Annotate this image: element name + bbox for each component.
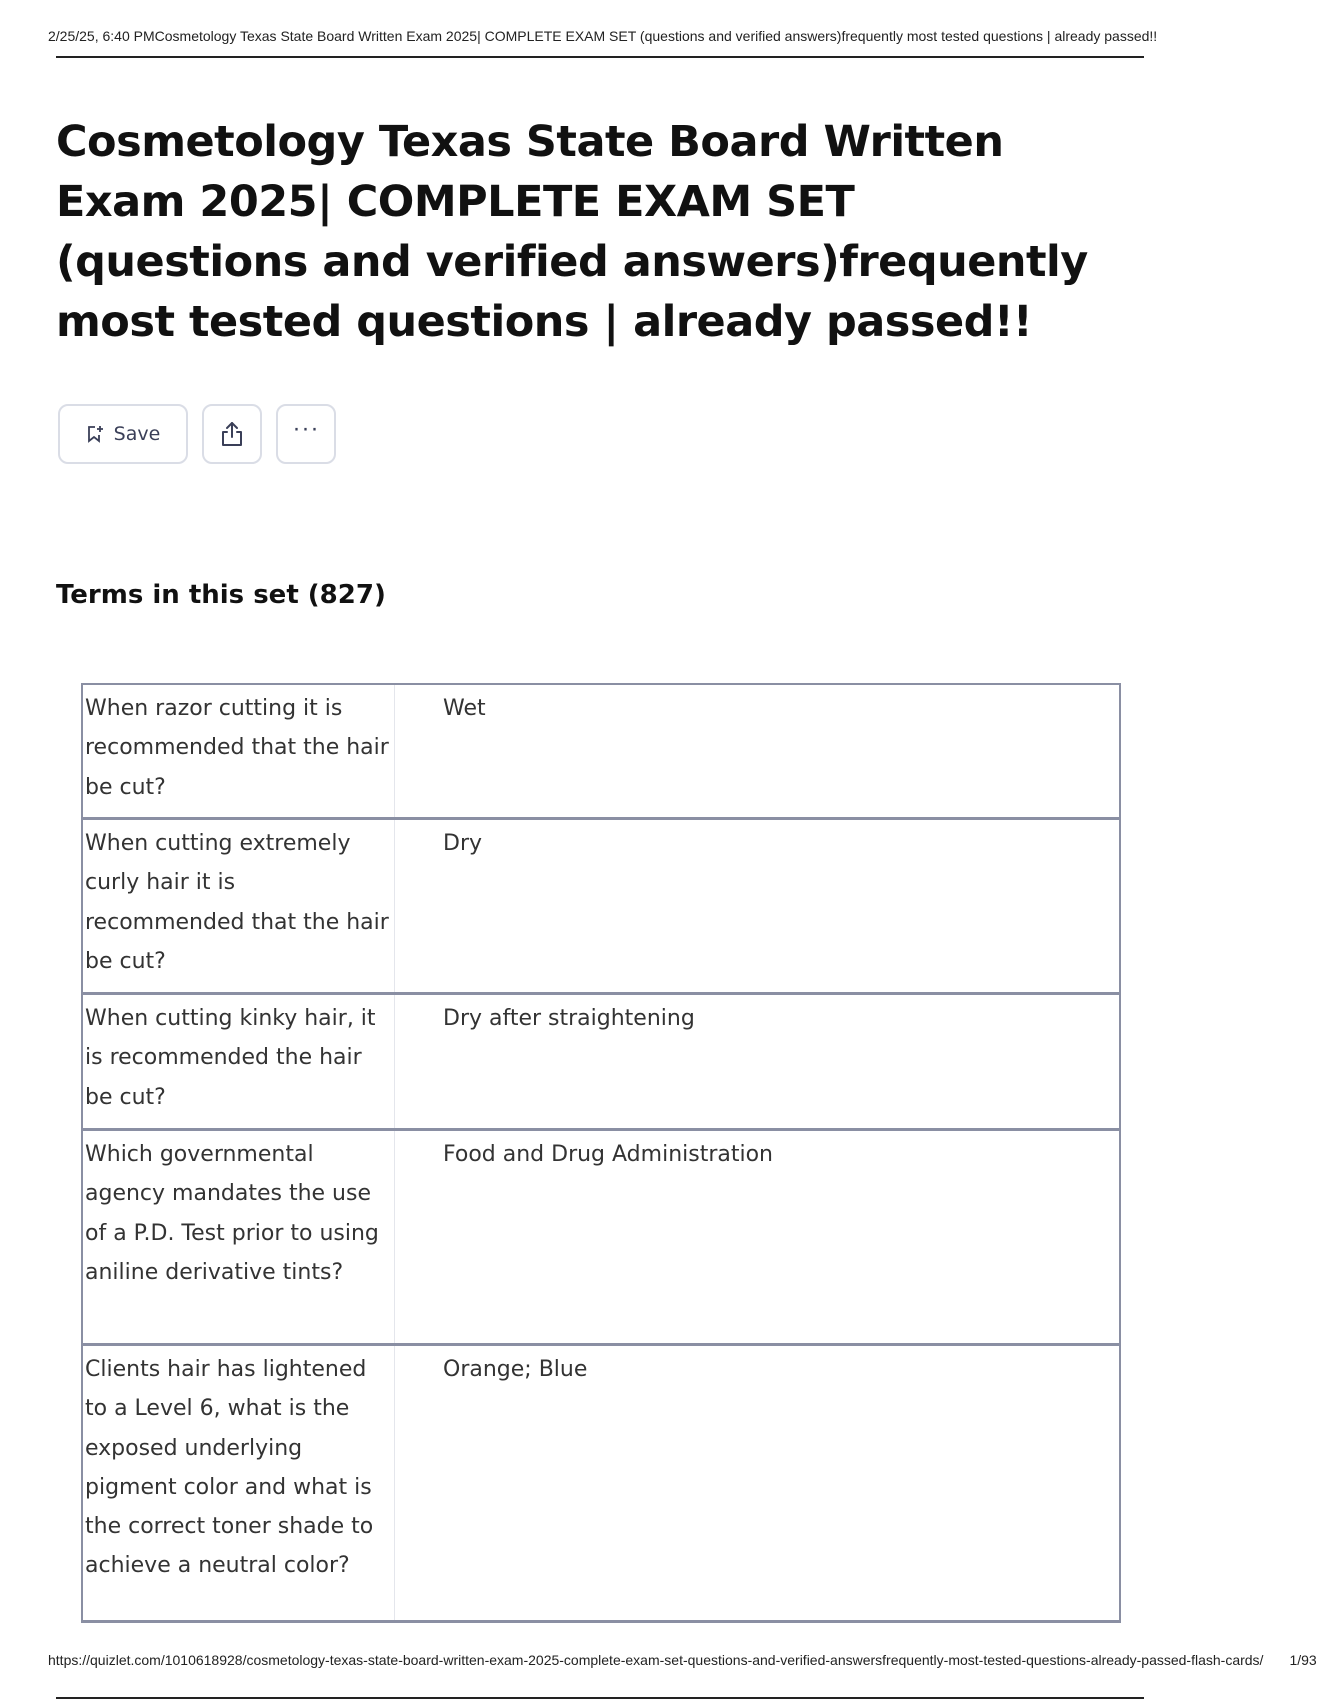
table-row xyxy=(83,995,1119,1131)
print-datetime: 2/25/25, 6:40 PM xyxy=(48,28,155,44)
terms-heading: Terms in this set (827) xyxy=(56,580,386,610)
definition-cell: Orange; Blue xyxy=(443,1357,588,1382)
table-row xyxy=(83,1346,1119,1623)
share-icon xyxy=(219,420,245,448)
bookmark-plus-icon xyxy=(86,425,104,443)
footer-divider xyxy=(56,1697,1144,1699)
term-cell: When cutting extremely curly hair it is recommended that the hair be cut? xyxy=(83,820,395,992)
footer-url[interactable]: https://quizlet.com/1010618928/cosmetology-texas-state-board-written-exam-2025-complete-exam-set-questions-and-verified-answersfrequently-most-tested-questions-already-passed-flash-cards/ xyxy=(48,1652,1264,1668)
save-button-label: Save xyxy=(113,423,161,445)
definition-cell: Dry after straightening xyxy=(443,1006,695,1031)
print-footer xyxy=(48,1652,1317,1668)
table-row xyxy=(83,1131,1119,1346)
print-header-title: Cosmetology Texas State Board Written Exam 2025| COMPLETE EXAM SET (questions and verified answers)frequently most tested questions | already passed!! xyxy=(154,28,1158,44)
definition-cell: Wet xyxy=(443,696,486,721)
share-button[interactable] xyxy=(202,404,262,464)
term-cell: When cutting kinky hair, it is recommended the hair be cut? xyxy=(83,995,395,1128)
term-cell: When razor cutting it is recommended that the hair be cut? xyxy=(83,685,395,817)
print-header xyxy=(48,28,1158,44)
term-cell: Which governmental agency mandates the use of a P.D. Test prior to using aniline derivative tints? xyxy=(83,1131,395,1343)
more-options-button[interactable] xyxy=(276,404,336,464)
save-button[interactable] xyxy=(58,404,188,464)
page-number: 1/93 xyxy=(1289,1652,1317,1668)
table-row xyxy=(83,820,1119,995)
table-row xyxy=(83,685,1119,820)
terms-table xyxy=(81,683,1121,1623)
page-title: Cosmetology Texas State Board Written Exam 2025| COMPLETE EXAM SET (questions and verified answers)frequently most tested questions | already passed!! xyxy=(56,117,1088,347)
more-icon: ··· xyxy=(292,415,320,442)
definition-cell: Dry xyxy=(443,831,483,856)
action-toolbar xyxy=(58,404,336,464)
definition-cell: Food and Drug Administration xyxy=(443,1142,773,1167)
term-cell: Clients hair has lightened to a Level 6, what is the exposed underlying pigment color and what is the correct toner shade to achieve a neutral color? xyxy=(83,1346,395,1620)
header-divider xyxy=(56,56,1144,58)
